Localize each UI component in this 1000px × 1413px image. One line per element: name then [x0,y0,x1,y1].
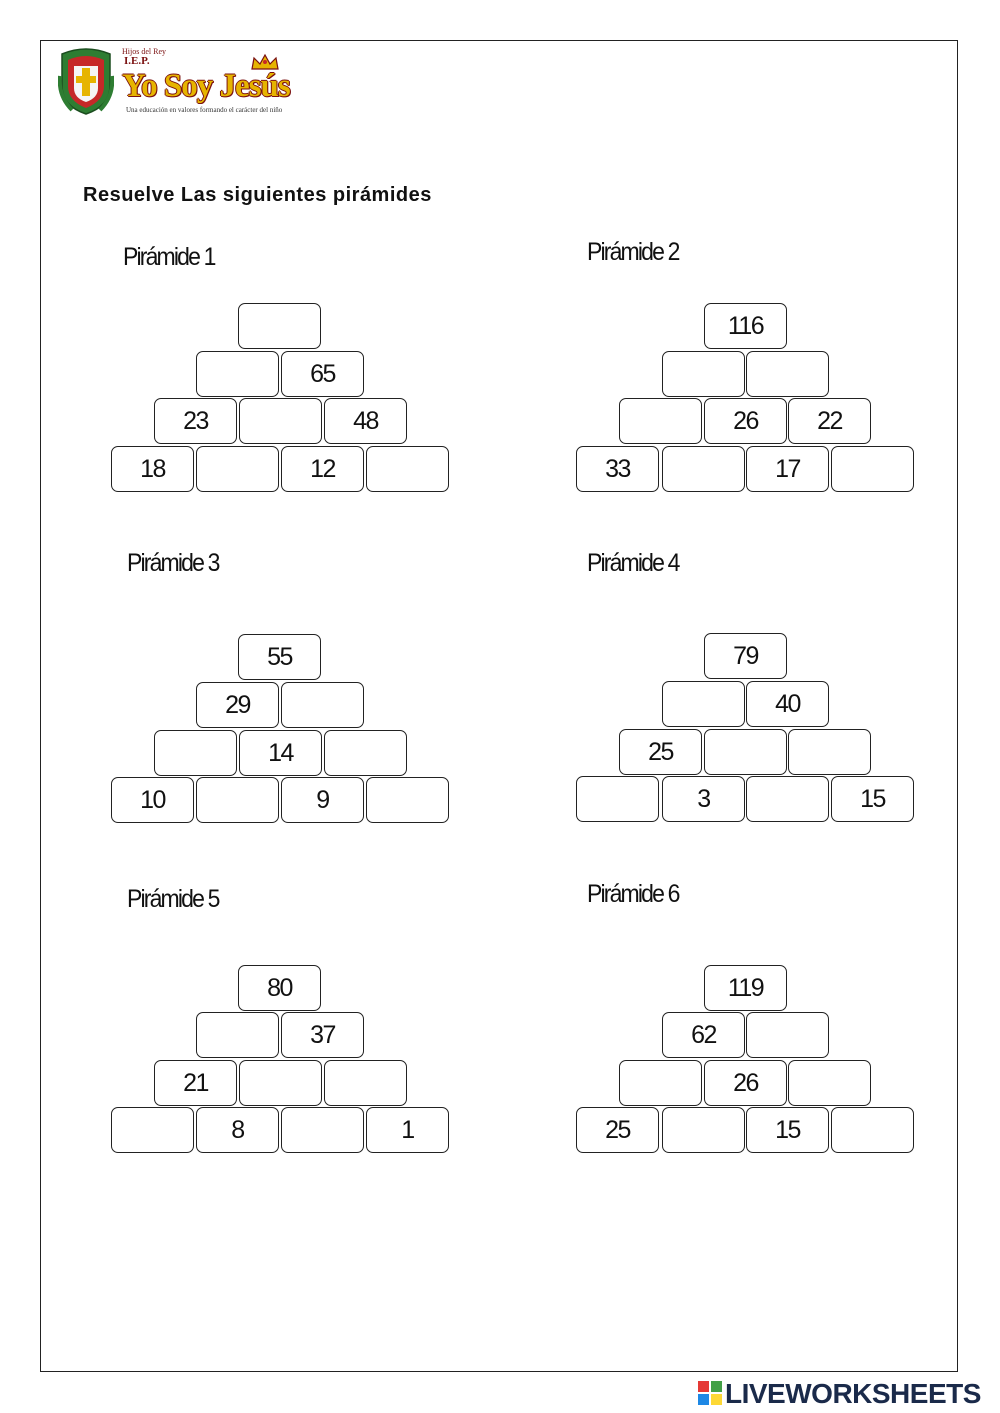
pyramid-cell[interactable] [662,681,745,727]
pyramid-cell[interactable] [196,1012,279,1058]
pyramid-cell-base[interactable] [831,446,914,492]
pyramid-cell-base[interactable] [196,446,279,492]
pyramid-cell-base[interactable] [111,1107,194,1153]
pyramid-cell-base[interactable]: 8 [196,1107,279,1153]
pyramid-cell-base[interactable] [281,1107,364,1153]
pyramid-cell[interactable]: 29 [196,682,279,728]
pyramid-4 [576,633,916,825]
pyramid-cell[interactable] [704,729,787,775]
pyramid-cell-base[interactable] [831,1107,914,1153]
pyramid-cell-base[interactable]: 25 [576,1107,659,1153]
pyramid-cell[interactable]: 40 [746,681,829,727]
pyramid-cell[interactable]: 21 [154,1060,237,1106]
pyramid-cell-top[interactable]: 119 [704,965,787,1011]
pyramid-cell[interactable]: 23 [154,398,237,444]
pyramid-cell[interactable] [746,1012,829,1058]
pyramid-cell-base[interactable] [662,446,745,492]
pyramid-cell[interactable]: 26 [704,1060,787,1106]
pyramid-cell-base[interactable]: 9 [281,777,364,823]
pyramid-cell[interactable] [196,351,279,397]
logo-school-name: Yo Soy Jesús [122,68,290,104]
logo-tagline: Una educación en valores formando el carácter del niño [126,106,283,114]
pyramid-4-title: Pirámide 4 [587,549,679,577]
pyramid-cell[interactable]: 65 [281,351,364,397]
pyramid-cell-base[interactable]: 3 [662,776,745,822]
pyramid-cell-base[interactable]: 17 [746,446,829,492]
liveworksheets-text: LIVEWORKSHEETS [725,1378,981,1409]
pyramid-2-title: Pirámide 2 [587,238,679,266]
pyramid-cell[interactable] [324,1060,407,1106]
pyramid-1-title: Pirámide 1 [123,243,215,271]
pyramid-6-title: Pirámide 6 [587,880,679,908]
pyramid-cell[interactable] [788,729,871,775]
pyramid-cell[interactable]: 26 [704,398,787,444]
pyramid-cell-top[interactable] [238,303,321,349]
pyramid-cell[interactable] [746,351,829,397]
pyramid-3-title: Pirámide 3 [127,549,219,577]
pyramid-cell-top[interactable]: 116 [704,303,787,349]
pyramid-cell[interactable]: 62 [662,1012,745,1058]
pyramid-cell[interactable] [662,351,745,397]
pyramid-cell[interactable] [788,1060,871,1106]
pyramid-cell-top[interactable]: 80 [238,965,321,1011]
pyramid-cell-base[interactable]: 10 [111,777,194,823]
pyramid-cell-base[interactable] [366,777,449,823]
pyramid-cell-base[interactable] [746,776,829,822]
pyramid-cell[interactable] [281,682,364,728]
pyramid-cell-top[interactable]: 55 [238,634,321,680]
pyramid-cell[interactable] [239,398,322,444]
pyramid-cell[interactable] [324,730,407,776]
pyramid-cell[interactable] [154,730,237,776]
pyramid-cell[interactable] [239,1060,322,1106]
pyramid-cell[interactable] [619,1060,702,1106]
instruction-text: Resuelve Las siguientes pirámides [83,184,432,206]
pyramid-cell-top[interactable]: 79 [704,633,787,679]
pyramid-cell-base[interactable] [576,776,659,822]
logo-iep: I.E.P. [124,55,150,67]
pyramid-cell-base[interactable] [662,1107,745,1153]
school-logo [58,46,318,118]
pyramid-cell-base[interactable]: 1 [366,1107,449,1153]
pyramid-5 [111,965,451,1157]
pyramid-cell-base[interactable]: 33 [576,446,659,492]
pyramid-cell-base[interactable]: 15 [746,1107,829,1153]
pyramid-cell[interactable] [619,398,702,444]
school-shield-icon [58,46,114,116]
pyramid-cell-base[interactable]: 15 [831,776,914,822]
pyramid-3 [111,634,451,826]
pyramid-cell[interactable]: 14 [239,730,322,776]
pyramid-cell[interactable]: 22 [788,398,871,444]
pyramid-cell-base[interactable] [366,446,449,492]
pyramid-cell[interactable]: 25 [619,729,702,775]
pyramid-1 [111,303,451,495]
pyramid-6 [576,965,916,1157]
liveworksheets-icon [698,1381,722,1405]
pyramid-cell[interactable]: 48 [324,398,407,444]
pyramid-cell[interactable]: 37 [281,1012,364,1058]
pyramid-cell-base[interactable] [196,777,279,823]
logo-subtitle: Hijos del Rey [122,47,166,56]
pyramid-5-title: Pirámide 5 [127,885,219,913]
pyramid-cell-base[interactable]: 18 [111,446,194,492]
liveworksheets-logo [698,1378,994,1408]
pyramid-2 [576,303,916,495]
pyramid-cell-base[interactable]: 12 [281,446,364,492]
